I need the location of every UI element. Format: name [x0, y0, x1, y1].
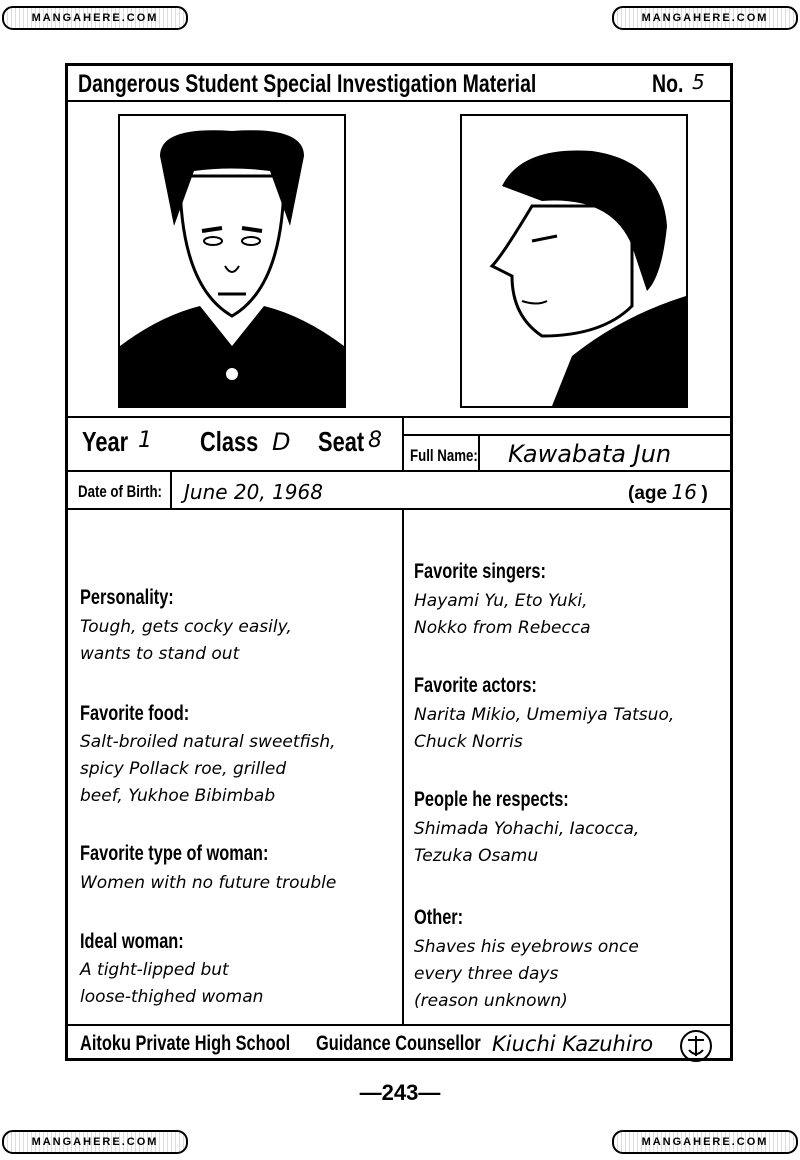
singers-label: Favorite singers: — [414, 560, 547, 583]
woman-type-label: Favorite type of woman: — [80, 842, 269, 865]
birth-label: Date of Birth: — [78, 482, 162, 501]
watermark-bottom-right: MANGAHERE.COM — [612, 1130, 798, 1154]
card-title: Dangerous Student Special Investigation Material — [78, 70, 537, 98]
woman-type-line-1: Women with no future trouble — [80, 873, 337, 893]
respects-line-2: Tezuka Osamu — [414, 846, 539, 866]
name-label: Full Name: — [410, 446, 478, 465]
page-number — [0, 1080, 800, 1106]
counsellor-label: Guidance Counsellor — [316, 1032, 481, 1055]
profile-photo — [460, 114, 688, 408]
watermark-top-right: MANGAHERE.COM — [612, 6, 798, 30]
number-value: 5 — [692, 70, 705, 94]
food-line-1: Salt-broiled natural sweetfish, — [80, 732, 336, 752]
front-portrait-icon — [120, 116, 344, 406]
number-label: No. — [652, 70, 684, 98]
personality-label: Personality: — [80, 586, 174, 609]
class-label: Class — [200, 426, 259, 457]
singers-line-2: Nokko from Rebecca — [414, 618, 591, 638]
food-line-2: spicy Pollack roe, grilled — [80, 759, 287, 779]
personality-line-1: Tough, gets cocky easily, — [80, 617, 292, 637]
actors-label: Favorite actors: — [414, 674, 537, 697]
respects-label: People he respects: — [414, 788, 569, 811]
food-line-3: beef, Yukhoe Bibimbab — [80, 786, 276, 806]
personality-line-2: wants to stand out — [80, 644, 240, 664]
year-label: Year — [82, 426, 129, 457]
actors-line-2: Chuck Norris — [414, 732, 523, 752]
page-number-value: 243 — [381, 1080, 419, 1105]
singers-line-1: Hayami Yu, Eto Yuki, — [414, 591, 588, 611]
age-close: ) — [701, 483, 708, 504]
seat-value: 8 — [368, 428, 382, 453]
school-name: Aitoku Private High School — [80, 1032, 291, 1055]
food-label: Favorite food: — [80, 702, 190, 725]
front-photo — [118, 114, 346, 408]
watermark-bottom-left: MANGAHERE.COM — [2, 1130, 188, 1154]
seal-stamp-icon — [678, 1028, 714, 1064]
other-label: Other: — [414, 906, 464, 929]
other-line-1: Shaves his eyebrows once — [414, 937, 639, 957]
age-open: (age — [628, 483, 668, 504]
other-line-3: (reason unknown) — [414, 991, 568, 1011]
investigation-card — [65, 63, 733, 1061]
class-value: D — [272, 428, 291, 456]
ideal-line-1: A tight-lipped but — [80, 960, 229, 980]
ideal-label: Ideal woman: — [80, 930, 184, 953]
year-value: 1 — [138, 428, 152, 453]
actors-line-1: Narita Mikio, Umemiya Tatsuo, — [414, 705, 675, 725]
age-group — [628, 480, 708, 505]
profile-portrait-icon — [462, 116, 686, 406]
seat-label: Seat — [318, 426, 365, 457]
respects-line-1: Shimada Yohachi, Iacocca, — [414, 819, 640, 839]
ideal-line-2: loose-thighed woman — [80, 987, 264, 1007]
birth-value: June 20, 1968 — [184, 480, 323, 504]
name-value: Kawabata Jun — [508, 440, 672, 468]
counsellor-name: Kiuchi Kazuhiro — [492, 1032, 654, 1056]
other-line-2: every three days — [414, 964, 559, 984]
watermark-top-left: MANGAHERE.COM — [2, 6, 188, 30]
age-value: 16 — [671, 480, 697, 504]
page-number-dash-left: — — [359, 1080, 382, 1105]
page-number-dash-right: — — [418, 1080, 441, 1105]
